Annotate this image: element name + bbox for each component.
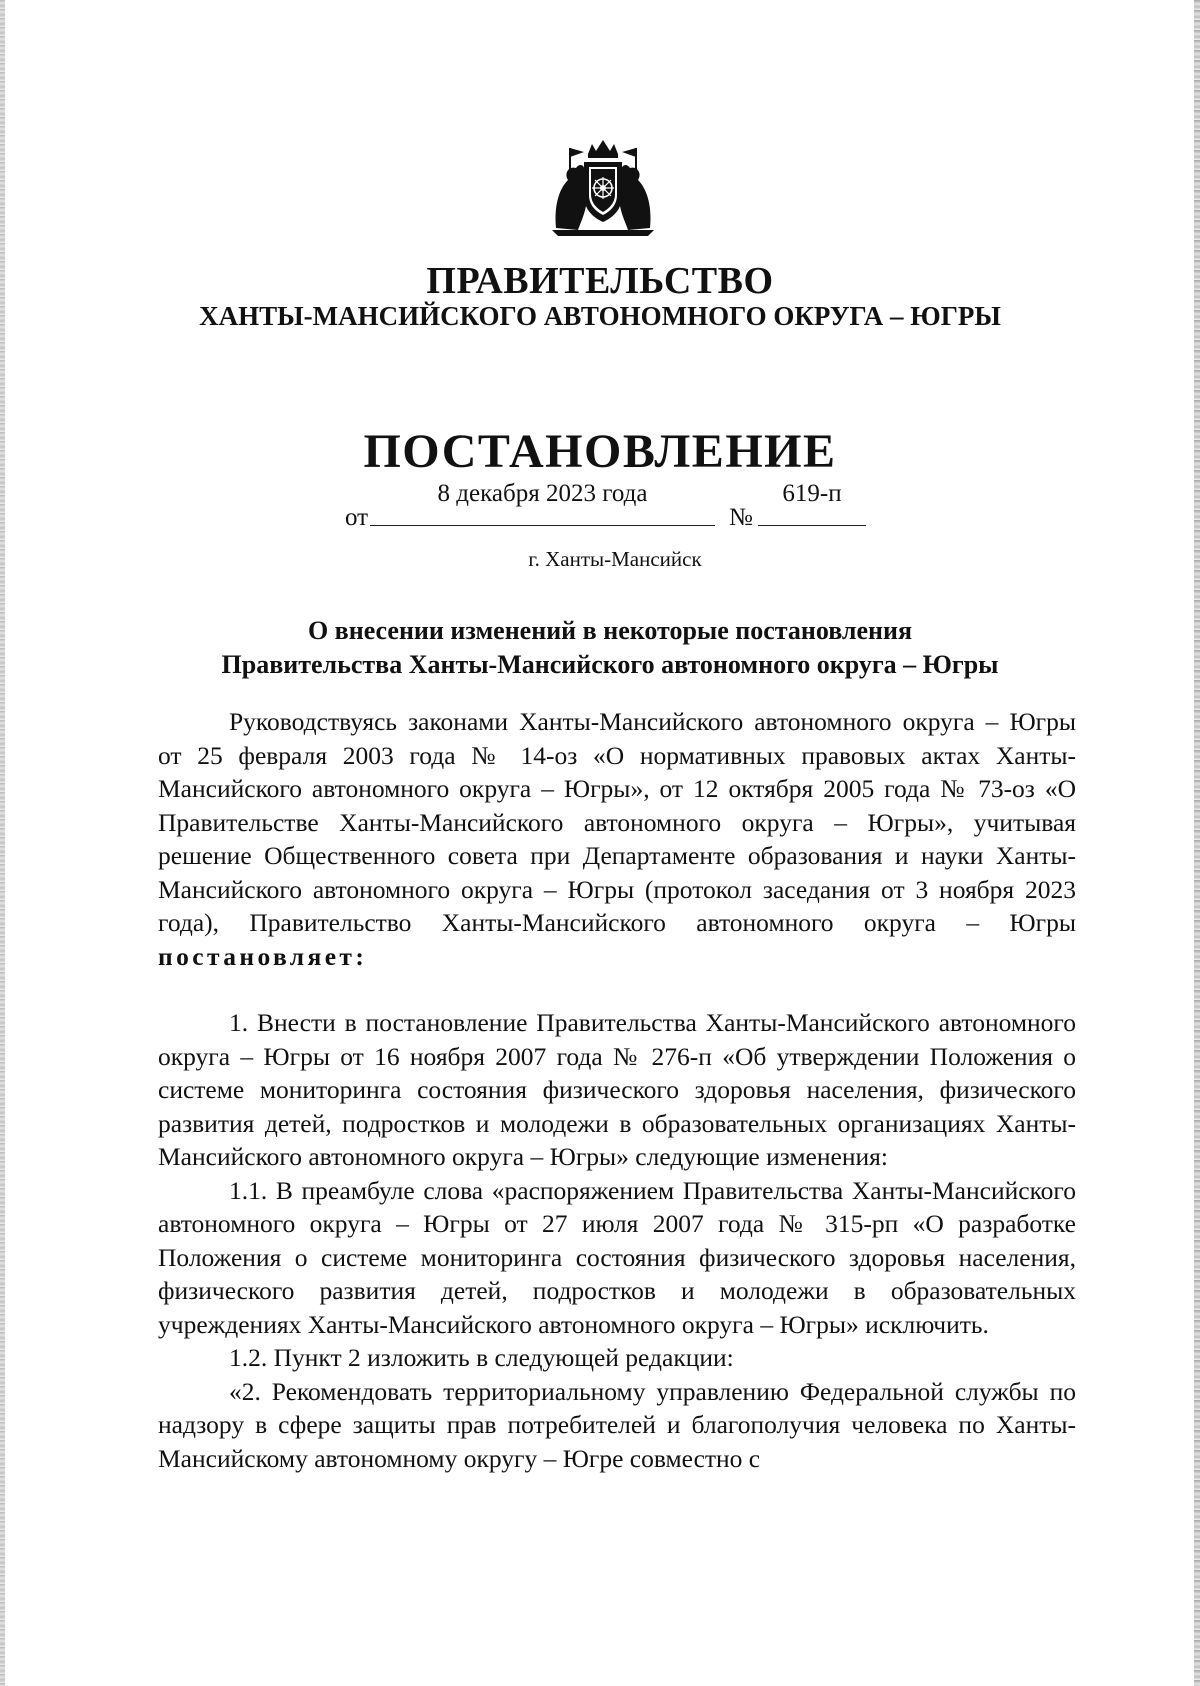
government-title: ПРАВИТЕЛЬСТВО <box>426 260 774 302</box>
preamble-paragraph <box>158 705 1076 973</box>
city-line: г. Ханты-Мансийск <box>528 547 702 571</box>
date-prefix: от <box>345 504 369 531</box>
number-underline <box>758 525 866 526</box>
document-type-title: ПОСТАНОВЛЕНИЕ <box>363 425 837 478</box>
date-underline <box>370 525 715 526</box>
item-1-paragraph: 1. Внести в постановление Правительства Ханты-Мансийского автономного округа – Югры от 16 ноября 2007 года № 276-п «Об утверждении Положения о системе мониторинга состояния физического здоровья населения, физического развития детей, подростков и молодежи в образовательных организациях Ханты-Мансийского автономного округа – Югры» следующие изменения: <box>158 1008 1076 1171</box>
document-subject <box>150 614 1070 682</box>
region-title: ХАНТЫ-МАНСИЙСКОГО АВТОНОМНОГО ОКРУГА – ЮГРЫ <box>199 301 1001 331</box>
quoted-item-2-paragraph: «2. Рекомендовать территориальному управлению Федеральной службы по надзору в сфере защиты прав потребителей и благополучия человека по Ханты-Мансийскому автономному округу – Югре совместно с <box>158 1376 1076 1473</box>
subject-line-1: О внесении изменений в некоторые постановления <box>307 616 913 645</box>
coat-of-arms-emblem <box>548 138 658 238</box>
document-body <box>158 705 1076 1475</box>
date-number-row <box>345 480 865 530</box>
subject-line-2: Правительства Ханты-Мансийского автономного округа – Югры <box>221 650 999 679</box>
number-prefix: № <box>729 504 753 531</box>
preamble-text: Руководствуясь законами Ханты-Мансийского автономного округа – Югры от 25 февраля 2003 года № 14-оз «О нормативных правовых актах Ханты-Мансийского автономного округа – Югры», от 12 октября 2005 года № 73-оз «О Правительстве Ханты-Мансийского автономного округа – Югры», учитывая решение Общественного совета при Департаменте образования и науки Ханты-Мансийского автономного округа – Югры (протокол заседания от 3 ноября 2023 года), Правительство Ханты-Мансийского автономного округа – Югры <box>158 707 1076 937</box>
document-number: 619-п <box>782 480 842 507</box>
item-1-1-paragraph: 1.1. В преамбуле слова «распоряжением Правительства Ханты-Мансийского автономного округа – Югры от 27 июля 2007 года № 315-рп «О разработке Положения о системе мониторинга состояния физического здоровья населения, физического развития детей, подростков и молодежи в образовательных учреждениях Ханты-Мансийского автономного округа – Югры» исключить. <box>158 1175 1076 1339</box>
decree-word: постановляет: <box>158 941 368 971</box>
document-date: 8 декабря 2023 года <box>437 480 648 507</box>
item-1-2-paragraph: 1.2. Пункт 2 изложить в следующей редакции: <box>229 1343 734 1372</box>
